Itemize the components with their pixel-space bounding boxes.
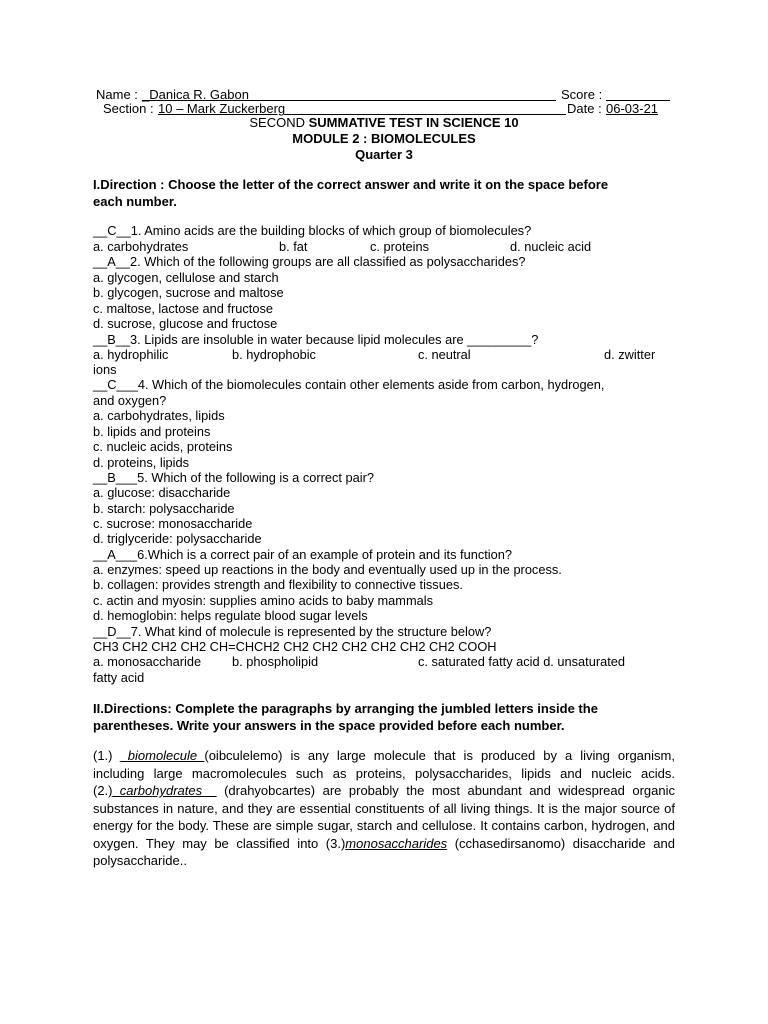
- question-line: [93, 254, 683, 270]
- option-b: b. fat: [279, 238, 308, 254]
- part1-direction: [93, 176, 683, 210]
- option-d: d. sucrose, glucose and fructose: [93, 316, 278, 331]
- option-c: c. proteins: [370, 238, 430, 254]
- part2-paragraph: [93, 747, 675, 870]
- question-text: __B__3. Lipids are insoluble in water because lipid molecules are _________?: [93, 331, 539, 347]
- option-c: c. neutral: [418, 347, 471, 362]
- option-b: b. collagen: provides strength and flexibility to connective tissues.: [93, 577, 463, 592]
- option-continuation: ions: [93, 362, 117, 377]
- date-value: 06-03-21: [606, 101, 659, 116]
- section-row: [96, 101, 676, 116]
- title-prefix: SECOND: [249, 115, 309, 130]
- option-line: [93, 531, 683, 547]
- section-label: Section :: [103, 101, 154, 116]
- option-d: d. triglyceride: polysaccharide: [93, 531, 262, 546]
- score-label: Score :: [561, 87, 603, 102]
- molecule-structure: CH3 CH2 CH2 CH2 CH=CHCH2 CH2 CH2 CH2 CH2 CH2 CH2 COOH: [93, 639, 497, 654]
- question-line: [93, 393, 683, 409]
- question-continuation: and oxygen?: [93, 392, 167, 408]
- option-d: d. proteins, lipids: [93, 454, 190, 470]
- option-a: a. enzymes: speed up reactions in the body and eventually used up in the process.: [93, 562, 562, 577]
- option-a: a. monosaccharide: [93, 654, 202, 669]
- option-line: [93, 501, 683, 517]
- part1-direction-line: I.Direction : Choose the letter of the correct answer and write it on the space before: [93, 177, 609, 192]
- option-d: d. zwitter: [604, 347, 656, 362]
- option-line: [93, 593, 683, 609]
- part2-direction-line: parentheses. Write your answers in the space provided before each number.: [93, 718, 565, 733]
- option-b: b. hydrophobic: [232, 347, 316, 362]
- question-line: [93, 470, 683, 486]
- option-line: [93, 362, 683, 378]
- paragraph-text: (oibculelemo) is any large molecule that is produced by a living organism, including large macromolecules such as proteins, polysaccharides, lipids and nucleic acids. (2.): [93, 748, 675, 798]
- question-text: __A__2. Which of the following groups are all classified as polysaccharides?: [93, 254, 526, 269]
- question-text: __D__7. What kind of molecule is represented by the structure below?: [93, 623, 492, 639]
- option-c: c. nucleic acids, proteins: [93, 439, 233, 454]
- options-line: [93, 347, 683, 363]
- part2-direction: [93, 700, 683, 734]
- question-line: [93, 223, 683, 239]
- answer-3: monosaccharides: [345, 835, 448, 851]
- structure-line: [93, 639, 683, 655]
- option-d: d. hemoglobin: helps regulate blood sugar levels: [93, 608, 368, 623]
- option-a: a. carbohydrates: [93, 238, 189, 254]
- option-line: [93, 285, 683, 301]
- option-c-d: c. saturated fatty acid d. unsaturated: [418, 654, 626, 669]
- answer-2: _carbohydrates__: [112, 783, 217, 798]
- options-line: [93, 654, 683, 670]
- title-line-2: MODULE 2 : BIOMOLECULES: [292, 131, 476, 146]
- option-d: d. nucleic acid: [510, 238, 592, 254]
- name-label: Name :: [96, 87, 138, 102]
- option-line: [93, 301, 683, 317]
- question-text: __C___4. Which of the biomolecules contain other elements aside from carbon, hydrogen,: [93, 377, 605, 392]
- name-row: [96, 87, 676, 102]
- option-line: [93, 670, 683, 686]
- paragraph-text: (drahyobcartes) are probably the most abundant and widespread organic substances in nature, and they are essential constituents of all living things. It is the major source of energy for the body. These are simple sugar, starch and cellulose. It contains carbon, hydrogen, and oxygen. They may be classified into (3.): [93, 783, 675, 851]
- option-b: b. glycogen, sucrose and maltose: [93, 285, 284, 300]
- name-value: _Danica R. Gabon: [142, 87, 249, 102]
- option-a: a. glucose: disaccharide: [93, 485, 231, 500]
- option-c: c. sucrose: monosaccharide: [93, 516, 253, 531]
- option-b: b. starch: polysaccharide: [93, 500, 235, 516]
- question-text: __B___5. Which of the following is a correct pair?: [93, 470, 374, 485]
- question-text: __C__1. Amino acids are the building blocks of which group of biomolecules?: [93, 223, 532, 238]
- option-continuation: fatty acid: [93, 669, 145, 685]
- question-line: [93, 377, 683, 393]
- question-line: [93, 547, 683, 563]
- section-value: 10 – Mark Zuckerberg: [158, 101, 286, 116]
- option-b: b. lipids and proteins: [93, 423, 211, 439]
- title-line-3: Quarter 3: [355, 147, 413, 162]
- option-line: [93, 270, 683, 286]
- option-line: [93, 424, 683, 440]
- option-c: c. actin and myosin: supplies amino acids to baby mammals: [93, 592, 433, 608]
- option-line: [93, 455, 683, 471]
- option-line: [93, 485, 683, 501]
- part2-direction-line: II.Directions: Complete the paragraphs by arranging the jumbled letters inside the: [93, 701, 598, 716]
- option-line: [93, 316, 683, 332]
- option-line: [93, 608, 683, 624]
- answer-1: _biomolecule_: [120, 748, 205, 763]
- option-b: b. phospholipid: [232, 654, 319, 669]
- question-line: [93, 624, 683, 640]
- paragraph-text: (cchasedirsanomo) disaccharide and polysaccharide..: [93, 835, 675, 868]
- options-line: [93, 239, 683, 255]
- question-text: __A___6.Which is a correct pair of an example of protein and its function?: [93, 546, 512, 562]
- option-line: [93, 516, 683, 532]
- title-line-1: [0, 115, 768, 131]
- part1-direction-line: each number.: [93, 194, 177, 209]
- paragraph-text: (1.): [93, 748, 121, 763]
- date-label: Date :: [567, 101, 602, 116]
- option-line: [93, 562, 683, 578]
- option-a: a. glycogen, cellulose and starch: [93, 269, 279, 285]
- option-line: [93, 577, 683, 593]
- option-a: a. hydrophilic: [93, 347, 169, 362]
- option-line: [93, 408, 683, 424]
- option-line: [93, 439, 683, 455]
- title-main: SUMMATIVE TEST IN SCIENCE 10: [308, 115, 519, 130]
- option-a: a. carbohydrates, lipids: [93, 408, 225, 423]
- option-c: c. maltose, lactose and fructose: [93, 300, 273, 316]
- question-line: [93, 332, 683, 348]
